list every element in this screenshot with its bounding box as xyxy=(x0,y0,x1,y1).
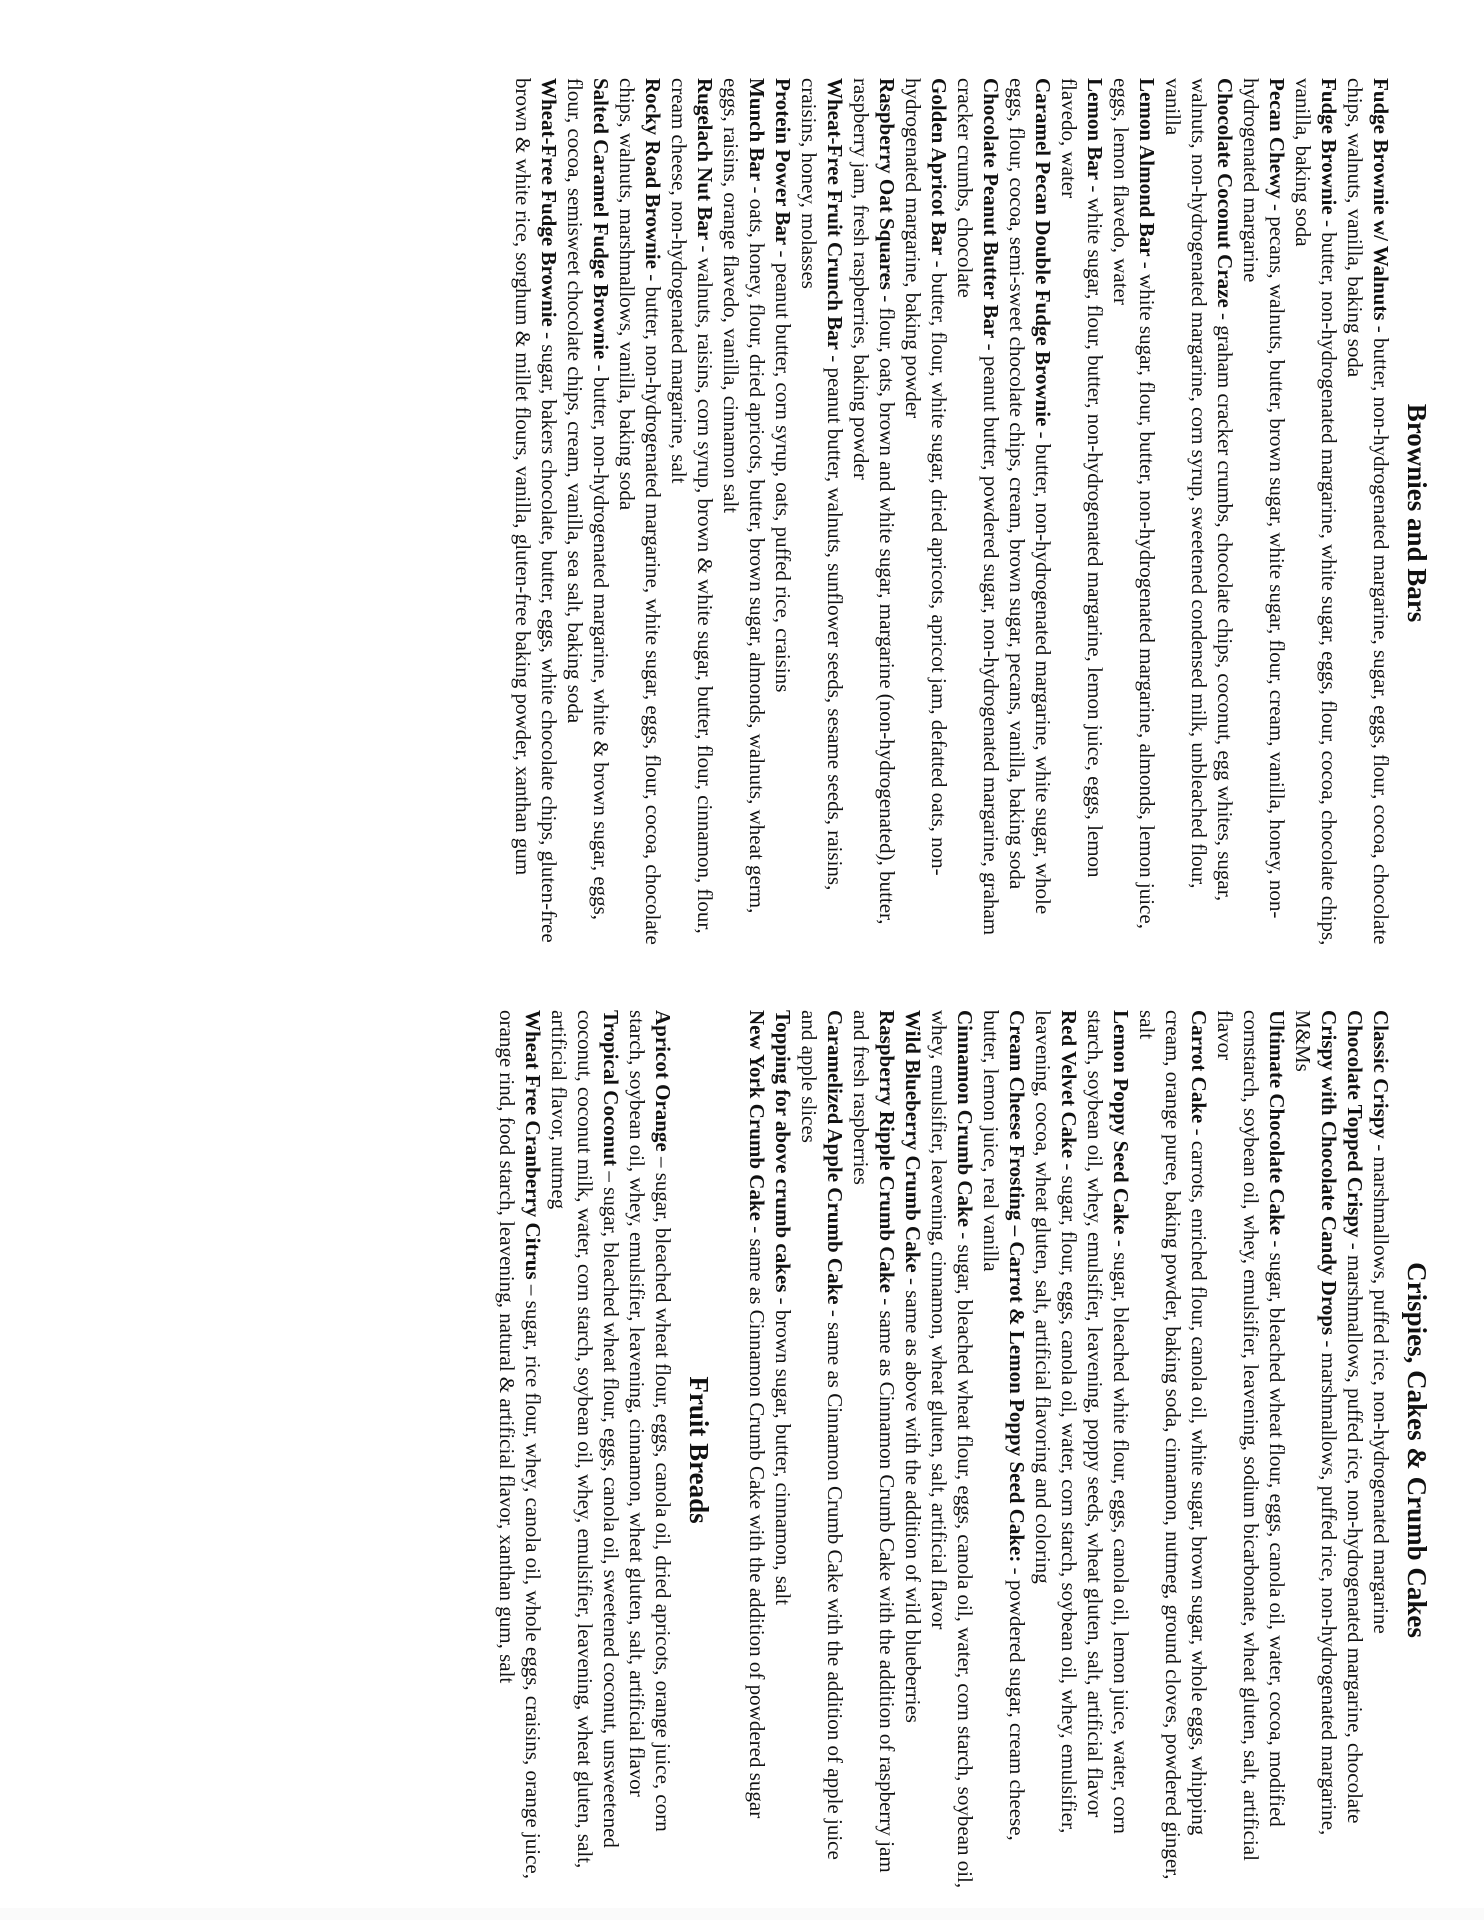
item-ingredients: same as Cinnamon Crumb Cake with the addition of apple juice and apple slices xyxy=(797,1010,847,1860)
item-name: Raspberry Ripple Crumb Cake xyxy=(875,1010,899,1293)
ingredient-entry: Tropical Coconut – sugar, bleached wheat flour, eggs, canola oil, sweetened coconut, unsweetened coconut, coconut milk, water, corn starch, soybean oil, whey, emulsifier, leavening, wheat gluten, salt, artificial flavor, nutmeg xyxy=(547,1010,623,1869)
ingredient-entry: Golden Apricot Bar - butter, flour, white sugar, dried apricots, apricot jam, defatted oats, non-hydrogenated margarine, baking powder xyxy=(901,78,951,876)
item-ingredients: same as above with the addition of wild blueberries xyxy=(901,1290,925,1723)
ingredient-entry: Carrot Cake - carrots, enriched flour, canola oil, white sugar, brown sugar, whole eggs, whipping cream, orange puree, baking powder, baking soda, cinnamon, nutmeg, ground cloves, powdered ginger, salt xyxy=(1135,1010,1211,1880)
item-ingredients: marshmallows, puffed rice, non-hydrogenated margarine xyxy=(1369,1156,1393,1634)
item-name: Fudge Brownie xyxy=(1317,78,1341,215)
item-name: Tropical Coconut xyxy=(599,1010,623,1167)
item-ingredients: brown sugar, butter, cinnamon, salt xyxy=(771,1309,795,1606)
ingredient-entry: Chocolate Topped Crispy - marshmallows, puffed rice, non-hydrogenated margarine, chocolate xyxy=(1343,1010,1367,1824)
item-name: Munch Bar xyxy=(745,78,769,182)
item-name: Caramelized Apple Crumb Cake xyxy=(823,1010,847,1305)
ingredient-entry: Ultimate Chocolate Cake - sugar, bleached wheat flour, eggs, canola oil, water, cocoa, modified cornstarch, soybean oil, whey, emulsifier, leavening, sodium bicarbonate, wheat gluten, salt, artificial flavor xyxy=(1213,1010,1289,1861)
item-ingredients: butter, non-hydrogenated margarine, white sugar, eggs, flour, cocoa, chocolate chips, walnuts, marshmallows, vanilla, baking soda xyxy=(615,78,665,945)
item-ingredients: flour, oats, brown and white sugar, margarine (non-hydrogenated), butter, raspberry jam, fresh raspberries, baking powder xyxy=(849,78,899,925)
ingredient-entry: New York Crumb Cake - same as Cinnamon Crumb Cake with the addition of powdered sugar xyxy=(745,1010,769,1819)
item-ingredients: sugar, bleached wheat flour, eggs, canola oil, water, cocoa, modified cornstarch, soybean oil, whey, emulsifier, leavening, sodium bicarbonate, wheat gluten, salt, artificial flavor xyxy=(1213,1010,1289,1861)
item-name: New York Crumb Cake xyxy=(745,1010,769,1221)
item-ingredients: white sugar, flour, butter, non-hydrogenated margarine, almonds, lemon juice, eggs, lemon flavedo, water xyxy=(1109,78,1159,929)
item-ingredients: pecans, walnuts, butter, brown sugar, white sugar, flour, cream, vanilla, honey, non-hydrogenated margarine xyxy=(1239,78,1289,919)
item-name: Classic Crispy xyxy=(1369,1010,1393,1139)
ingredient-entry: Caramelized Apple Crumb Cake - same as Cinnamon Crumb Cake with the addition of apple juice and apple slices xyxy=(797,1010,847,1860)
item-name: Salted Caramel Fudge Brownie xyxy=(589,78,613,360)
ingredient-entry: Chocolate Coconut Craze - graham cracker crumbs, chocolate chips, coconut, egg whites, sugar, walnuts, non-hydrogenated margarine, corn syrup, sweetened condensed milk, unbleached flour, vanilla xyxy=(1161,78,1237,902)
ingredient-entry: Wheat Free Cranberry Citrus – sugar, rice flour, whey, canola oil, whole eggs, craisins, orange juice, orange rind, food starch, leavening, natural & artificial flavor, xanthan gum, salt xyxy=(495,1010,545,1879)
item-ingredients: powdered sugar, cream cheese, butter, lemon juice, real vanilla xyxy=(979,1010,1029,1841)
item-name: Wheat-Free Fudge Brownie xyxy=(537,78,561,327)
item-ingredients: sugar, flour, eggs, canola oil, water, corn starch, soybean oil, whey, emulsifier, leavening, cocoa, wheat gluten, salt, artificial flavoring and coloring xyxy=(1031,1010,1081,1834)
item-ingredients: sugar, bleached white flour, eggs, canola oil, lemon juice, water, corn starch, soybean oil, whey, emulsifier, leavening, poppy seeds, wheat gluten, salt, artificial flavor xyxy=(1083,1010,1133,1834)
item-ingredients: sugar, rice flour, whey, canola oil, whole eggs, craisins, orange juice, orange rind, food starch, leavening, natural & artificial flavor, xanthan gum, salt xyxy=(495,1010,545,1879)
item-name: Wild Blueberry Crumb Cake xyxy=(901,1010,925,1273)
item-name: Pecan Chewy xyxy=(1265,78,1289,199)
item-name: Wheat Free Cranberry Citrus xyxy=(521,1010,545,1280)
item-name: Rugelach Nut Bar xyxy=(693,78,717,241)
item-ingredients: butter, non-hydrogenated margarine, white sugar, eggs, flour, cocoa, chocolate chips, vanilla, baking soda xyxy=(1291,78,1341,946)
item-name: Fudge Brownie w/ Walnuts xyxy=(1369,78,1393,321)
item-name: Crispy with Chocolate Candy Drops xyxy=(1317,1010,1341,1336)
ingredient-entry: Rugelach Nut Bar - walnuts, raisins, corn syrup, brown & white sugar, butter, flour, cinnamon, flour, cream cheese, non-hydrogenated margarine, salt xyxy=(667,78,717,934)
crispies-cakes-heading: Crispies, Cakes & Crumb Cakes xyxy=(1402,1262,1432,1638)
item-ingredients: graham cracker crumbs, chocolate chips, coconut, egg whites, sugar, walnuts, non-hydrogenated margarine, corn syrup, sweetened condensed milk, unbleached flour, vanilla xyxy=(1161,78,1237,902)
item-name: Apricot Orange xyxy=(651,1010,675,1152)
ingredient-entry: Fudge Brownie w/ Walnuts - butter, non-hydrogenated margarine, sugar, eggs, flour, cocoa, chocolate chips, walnuts, vanilla, baking soda xyxy=(1343,78,1393,945)
item-name: Lemon Bar xyxy=(1083,78,1107,181)
ingredient-entry: Wheat-Free Fudge Brownie - sugar, bakers chocolate, butter, eggs, white chocolate chips, gluten-free brown & white rice, sorghum & millet flours, vanilla, gluten-free baking powder, xanthan gum xyxy=(511,78,561,943)
ingredient-entry: Crispy with Chocolate Candy Drops - marshmallows, puffed rice, non-hydrogenated margarine, M&Ms xyxy=(1291,1010,1341,1836)
brownies-bars-column xyxy=(510,78,1434,948)
item-ingredients: marshmallows, puffed rice, non-hydrogenated margarine, M&Ms xyxy=(1291,1010,1341,1836)
ingredient-entry: Fudge Brownie - butter, non-hydrogenated margarine, white sugar, eggs, flour, cocoa, chocolate chips, vanilla, baking soda xyxy=(1291,78,1341,946)
ingredient-entry: Munch Bar - oats, honey, flour, dried apricots, butter, brown sugar, almonds, walnuts, wheat germ, eggs, raisins, orange flavedo, vanilla, cinnamon salt xyxy=(719,78,769,914)
item-name: Ultimate Chocolate Cake xyxy=(1265,1010,1289,1236)
crispies-cakes-column xyxy=(494,1010,1434,1890)
item-ingredients: sugar, bakers chocolate, butter, eggs, white chocolate chips, gluten-free brown & white rice, sorghum & millet flours, vanilla, gluten-free baking powder, xanthan gum xyxy=(511,78,561,943)
crispies-cakes-list xyxy=(744,1010,1394,1890)
ingredient-entry: Classic Crispy - marshmallows, puffed rice, non-hydrogenated margarine xyxy=(1369,1010,1393,1634)
ingredient-entry: Protein Power Bar - peanut butter, corn syrup, oats, puffed rice, craisins xyxy=(771,78,795,693)
item-ingredients: oats, honey, flour, dried apricots, butter, brown sugar, almonds, walnuts, wheat germ, eggs, raisins, orange flavedo, vanilla, cinnamon salt xyxy=(719,78,769,914)
fruit-breads-list xyxy=(494,1010,676,1890)
ingredient-entry: Lemon Bar - white sugar, flour, butter, non-hydrogenated margarine, lemon juice, eggs, lemon flavedo, water xyxy=(1057,78,1107,878)
ingredient-entry: Red Velvet Cake - sugar, flour, eggs, canola oil, water, corn starch, soybean oil, whey, emulsifier, leavening, cocoa, wheat gluten, salt, artificial flavoring and coloring xyxy=(1031,1010,1081,1834)
ingredient-entry: Pecan Chewy - pecans, walnuts, butter, brown sugar, white sugar, flour, cream, vanilla, honey, non-hydrogenated margarine xyxy=(1239,78,1289,919)
fruit-breads-heading: Fruit Breads xyxy=(684,1376,714,1524)
item-name: Protein Power Bar xyxy=(771,78,795,246)
ingredient-entry: Topping for above crumb cakes - brown sugar, butter, cinnamon, salt xyxy=(771,1010,795,1606)
item-name: Rocky Road Brownie xyxy=(641,78,665,269)
ingredient-entry: Chocolate Peanut Butter Bar - peanut butter, powdered sugar, non-hydrogenated margarine, graham cracker crumbs, chocolate xyxy=(953,78,1003,936)
ingredient-entry: Caramel Pecan Double Fudge Brownie - butter, non-hydrogenated margarine, white sugar, whole eggs, flour, cocoa, semi-sweet chocolate chips, cream, brown sugar, pecans, vanilla, baking soda xyxy=(1005,78,1055,915)
brownies-bars-list xyxy=(510,78,1394,948)
ingredient-entry: Salted Caramel Fudge Brownie - butter, non-hydrogenated margarine, white & brown sugar, eggs, flour, cocoa, semisweet chocolate chips, cream, vanilla, sea salt, baking soda xyxy=(563,78,613,921)
item-ingredients: peanut butter, walnuts, sunflower seeds, sesame seeds, raisins, craisins, honey, molasses xyxy=(797,78,847,891)
item-name: Wheat-Free Fruit Crunch Bar xyxy=(823,78,847,350)
item-name: Chocolate Topped Crispy xyxy=(1343,1010,1367,1238)
item-name: Carrot Cake xyxy=(1187,1010,1211,1124)
item-name: Chocolate Peanut Butter Bar xyxy=(979,78,1003,339)
ingredient-entry: Cream Cheese Frosting – Carrot & Lemon Poppy Seed Cake: - powdered sugar, cream cheese, butter, lemon juice, real vanilla xyxy=(979,1010,1029,1841)
item-name: Cinnamon Crumb Cake xyxy=(953,1010,977,1228)
item-ingredients: carrots, enriched flour, canola oil, white sugar, brown sugar, whole eggs, whipping cream, orange puree, baking powder, baking soda, cinnamon, nutmeg, ground cloves, powdered ginger, salt xyxy=(1135,1010,1211,1880)
item-ingredients: peanut butter, corn syrup, oats, puffed rice, craisins xyxy=(771,262,795,693)
item-ingredients: white sugar, flour, butter, non-hydrogenated margarine, lemon juice, eggs, lemon flavedo, water xyxy=(1057,78,1107,878)
item-name: Topping for above crumb cakes xyxy=(771,1010,795,1293)
item-name: Caramel Pecan Double Fudge Brownie xyxy=(1031,78,1055,427)
item-name: Lemon Poppy Seed Cake xyxy=(1109,1010,1133,1235)
ingredient-entry: Lemon Almond Bar - white sugar, flour, butter, non-hydrogenated margarine, almonds, lemon juice, eggs, lemon flavedo, water xyxy=(1109,78,1159,929)
item-ingredients: sugar, bleached wheat flour, eggs, canola oil, dried apricots, orange juice, corn starch, soybean oil, whey, emulsifier, leavening, cinnamon, wheat gluten, salt, artificial flavor xyxy=(625,1010,675,1832)
item-name: Red Velvet Cake xyxy=(1057,1010,1081,1159)
item-name: Cream Cheese Frosting – Carrot & Lemon Poppy Seed Cake: xyxy=(1005,1010,1029,1563)
ingredient-entry: Wheat-Free Fruit Crunch Bar - peanut butter, walnuts, sunflower seeds, sesame seeds, raisins, craisins, honey, molasses xyxy=(797,78,847,891)
item-ingredients: butter, non-hydrogenated margarine, white & brown sugar, eggs, flour, cocoa, semisweet chocolate chips, cream, vanilla, sea salt, baking soda xyxy=(563,78,613,921)
item-ingredients: butter, non-hydrogenated margarine, sugar, eggs, flour, cocoa, chocolate chips, walnuts, vanilla, baking soda xyxy=(1343,78,1393,945)
item-ingredients: same as Cinnamon Crumb Cake with the addition of raspberry jam and fresh raspberries xyxy=(849,1010,899,1873)
ingredient-entry: Cinnamon Crumb Cake - sugar, bleached wheat flour, eggs, canola oil, water, corn starch, soybean oil, whey, emulsifier, leavening, cinnamon, wheat gluten, salt, artificial flavor xyxy=(927,1010,977,1889)
ingredient-entry: Apricot Orange – sugar, bleached wheat flour, eggs, canola oil, dried apricots, orange juice, corn starch, soybean oil, whey, emulsifier, leavening, cinnamon, wheat gluten, salt, artificial flavor xyxy=(625,1010,675,1832)
brownies-bars-heading: Brownies and Bars xyxy=(1402,403,1432,623)
scan-edge xyxy=(0,1908,1484,1920)
item-name: Lemon Almond Bar xyxy=(1135,78,1159,257)
item-name: Raspberry Oat Squares xyxy=(875,78,899,290)
ingredient-entry: Rocky Road Brownie - butter, non-hydrogenated margarine, white sugar, eggs, flour, cocoa, chocolate chips, walnuts, marshmallows, vanilla, baking soda xyxy=(615,78,665,945)
item-ingredients: sugar, bleached wheat flour, eggs, canola oil, water, corn starch, soybean oil, whey, emulsifier, leavening, cinnamon, wheat gluten, salt, artificial flavor xyxy=(927,1010,977,1889)
ingredient-entry: Raspberry Ripple Crumb Cake - same as Cinnamon Crumb Cake with the addition of raspberry jam and fresh raspberries xyxy=(849,1010,899,1873)
item-ingredients: marshmallows, puffed rice, non-hydrogenated margarine, chocolate xyxy=(1343,1255,1367,1824)
item-ingredients: walnuts, raisins, corn syrup, brown & white sugar, butter, flour, cinnamon, flour, cream cheese, non-hydrogenated margarine, salt xyxy=(667,78,717,934)
item-ingredients: same as Cinnamon Crumb Cake with the addition of powdered sugar xyxy=(745,1238,769,1819)
ingredient-entry: Lemon Poppy Seed Cake - sugar, bleached white flour, eggs, canola oil, lemon juice, water, corn starch, soybean oil, whey, emulsifier, leavening, poppy seeds, wheat gluten, salt, artificial flavor xyxy=(1083,1010,1133,1834)
item-ingredients: sugar, bleached wheat flour, eggs, canola oil, sweetened coconut, unsweetened coconut, coconut milk, water, corn starch, soybean oil, whey, emulsifier, leavening, wheat gluten, salt, artificial flavor, nutmeg xyxy=(547,1010,623,1869)
ingredient-entry: Raspberry Oat Squares - flour, oats, brown and white sugar, margarine (non-hydrogenated), butter, raspberry jam, fresh raspberries, baking powder xyxy=(849,78,899,925)
ingredient-entry: Wild Blueberry Crumb Cake - same as above with the addition of wild blueberries xyxy=(901,1010,925,1723)
item-name: Chocolate Coconut Craze xyxy=(1213,78,1237,308)
item-name: Golden Apricot Bar xyxy=(927,78,951,256)
item-ingredients: butter, flour, white sugar, dried apricots, apricot jam, defatted oats, non-hydrogenated margarine, baking powder xyxy=(901,78,951,876)
item-ingredients: butter, non-hydrogenated margarine, white sugar, whole eggs, flour, cocoa, semi-sweet chocolate chips, cream, brown sugar, pecans, vanilla, baking soda xyxy=(1005,78,1055,915)
item-ingredients: peanut butter, powdered sugar, non-hydrogenated margarine, graham cracker crumbs, chocolate xyxy=(953,78,1003,936)
